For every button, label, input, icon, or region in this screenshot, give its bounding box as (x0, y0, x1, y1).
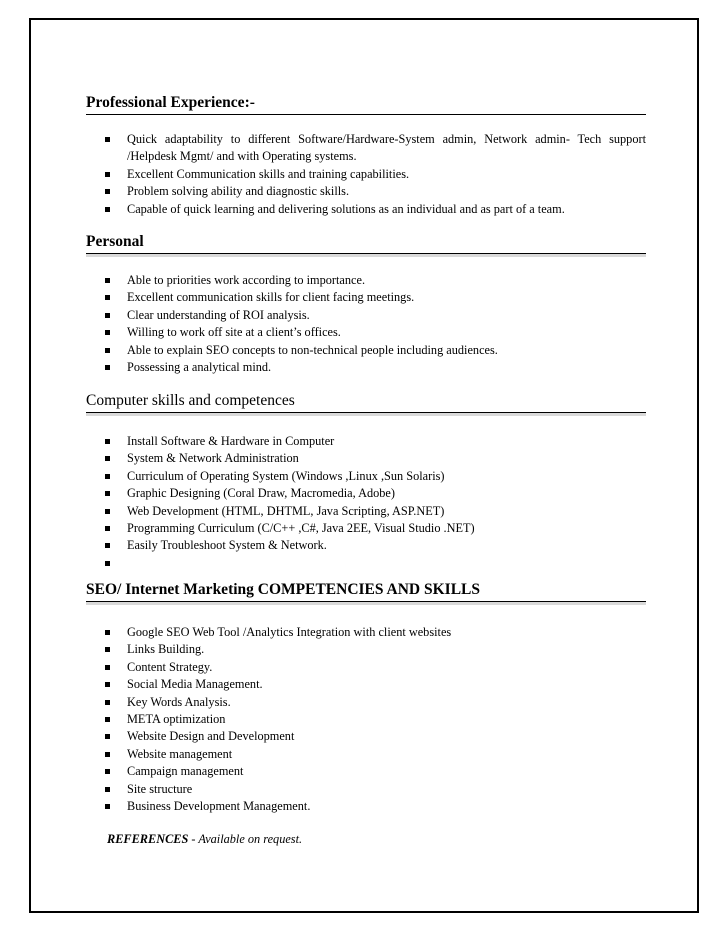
references-label: REFERENCES (107, 832, 189, 846)
personal-list (86, 272, 646, 376)
list-item: Key Words Analysis. (86, 694, 646, 711)
list-item: Problem solving ability and diagnostic skills. (86, 183, 646, 200)
bullet-icon (105, 172, 110, 177)
personal-section (86, 231, 646, 254)
bullet-icon (105, 295, 110, 300)
references-text: - Available on request. (188, 832, 303, 846)
professional-heading: Professional Experience:- (86, 92, 646, 115)
computer-heading: Computer skills and competences (86, 390, 646, 413)
bullet-icon (105, 313, 110, 318)
professional-section (86, 92, 646, 115)
list-item: META optimization (86, 711, 646, 728)
list-item (86, 555, 646, 572)
bullet-icon (105, 804, 110, 809)
list-item: Easily Troubleshoot System & Network. (86, 537, 646, 554)
bullet-icon (105, 330, 110, 335)
list-item: Programming Curriculum (C/C++ ,C#, Java 2EE, Visual Studio .NET) (86, 520, 646, 537)
list-item: Install Software & Hardware in Computer (86, 433, 646, 450)
list-item: Social Media Management. (86, 676, 646, 693)
bullet-icon (105, 189, 110, 194)
list-item: Content Strategy. (86, 659, 646, 676)
list-item: Able to explain SEO concepts to non-technical people including audiences. (86, 342, 646, 359)
bullet-icon (105, 456, 110, 461)
list-item: Quick adaptability to different Software/Hardware-System admin, Network admin- Tech support /Helpdesk Mgmt/ and with Operating systems. (86, 131, 646, 166)
seo-heading: SEO/ Internet Marketing COMPETENCIES AND SKILLS (86, 579, 646, 602)
references-line (107, 832, 302, 847)
list-item: Web Development (HTML, DHTML, Java Scripting, ASP.NET) (86, 503, 646, 520)
bullet-icon (105, 665, 110, 670)
professional-list (86, 131, 646, 218)
bullet-icon (105, 137, 110, 142)
bullet-icon (105, 509, 110, 514)
list-item: Site structure (86, 781, 646, 798)
seo-section (86, 579, 646, 602)
bullet-icon (105, 630, 110, 635)
list-item: Campaign management (86, 763, 646, 780)
bullet-icon (105, 717, 110, 722)
list-item: Curriculum of Operating System (Windows ,Linux ,Sun Solaris) (86, 468, 646, 485)
list-item: Clear understanding of ROI analysis. (86, 307, 646, 324)
bullet-icon (105, 207, 110, 212)
bullet-icon (105, 365, 110, 370)
bullet-icon (105, 769, 110, 774)
bullet-icon (105, 491, 110, 496)
bullet-icon (105, 526, 110, 531)
list-item: Able to priorities work according to importance. (86, 272, 646, 289)
list-item: Website management (86, 746, 646, 763)
list-item: Possessing a analytical mind. (86, 359, 646, 376)
list-item: Excellent communication skills for client facing meetings. (86, 289, 646, 306)
list-item: Google SEO Web Tool /Analytics Integration with client websites (86, 624, 646, 641)
list-item: Excellent Communication skills and training capabilities. (86, 166, 646, 183)
bullet-icon (105, 700, 110, 705)
bullet-icon (105, 348, 110, 353)
seo-list (86, 624, 646, 815)
bullet-icon (105, 682, 110, 687)
list-item: System & Network Administration (86, 450, 646, 467)
bullet-icon (105, 439, 110, 444)
bullet-icon (105, 734, 110, 739)
list-item: Business Development Management. (86, 798, 646, 815)
bullet-icon (105, 561, 110, 566)
list-item: Capable of quick learning and delivering solutions as an individual and as part of a team. (86, 201, 646, 218)
list-item: Links Building. (86, 641, 646, 658)
computer-list (86, 433, 646, 572)
bullet-icon (105, 647, 110, 652)
list-item: Willing to work off site at a client’s offices. (86, 324, 646, 341)
bullet-icon (105, 474, 110, 479)
list-item: Website Design and Development (86, 728, 646, 745)
computer-section (86, 390, 646, 413)
list-item: Graphic Designing (Coral Draw, Macromedia, Adobe) (86, 485, 646, 502)
personal-heading: Personal (86, 231, 646, 254)
bullet-icon (105, 543, 110, 548)
bullet-icon (105, 278, 110, 283)
bullet-icon (105, 787, 110, 792)
bullet-icon (105, 752, 110, 757)
